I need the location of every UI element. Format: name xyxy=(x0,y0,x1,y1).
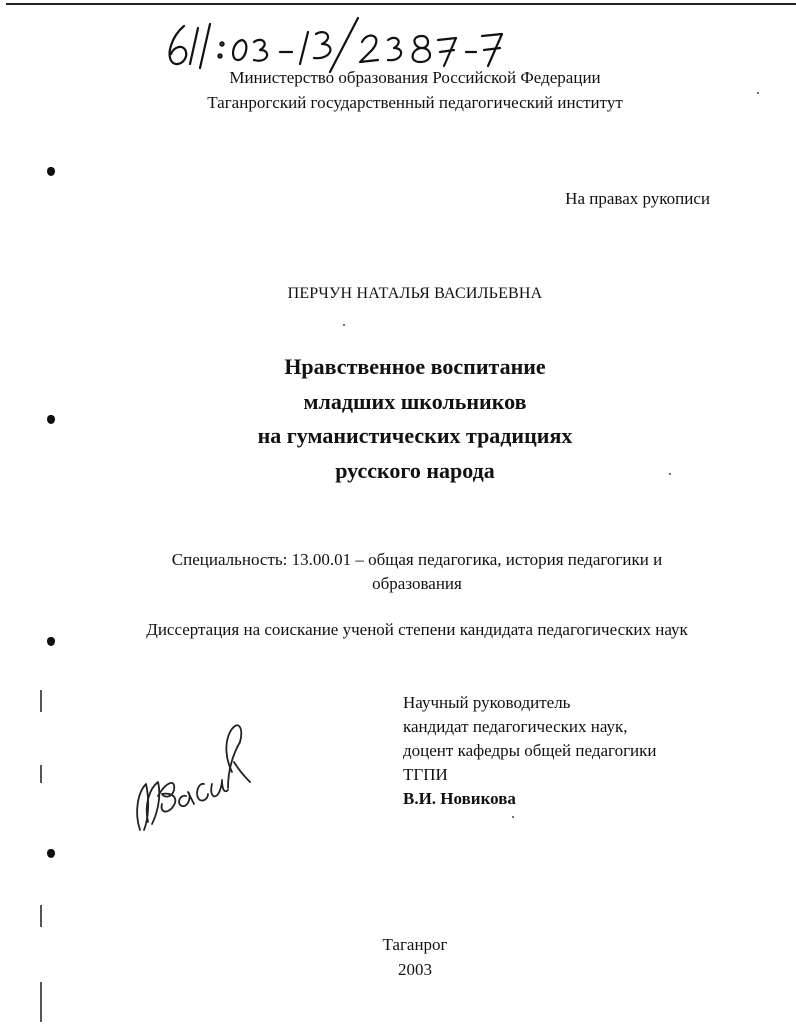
title-line: Нравственное воспитание xyxy=(284,354,546,379)
binding-hole-mark xyxy=(47,167,55,176)
title-line: младших школьников xyxy=(303,388,527,414)
scientific-advisor xyxy=(403,691,657,811)
institute-name: Таганрогский государственный педагогический институт xyxy=(207,93,623,112)
manuscript-note: На правах рукописи xyxy=(565,189,710,208)
archive-number-ink xyxy=(162,14,522,74)
specialty-line: образования xyxy=(372,574,462,593)
scan-left-mark xyxy=(40,982,42,1022)
specialty-line: Специальность: 13.00.01 – общая педагогика, история педагогики и xyxy=(171,550,663,569)
scan-left-mark xyxy=(40,905,42,927)
ministry-name: Министерство образования Российской Федерации xyxy=(229,68,601,87)
scan-left-mark xyxy=(40,765,42,783)
author-name: ПЕРЧУН НАТАЛЬЯ ВАСИЛЬЕВНА xyxy=(287,285,543,302)
advisor-name: В.И. Новикова xyxy=(403,789,516,808)
city: Таганрог xyxy=(382,935,448,954)
advisor-org: ТГПИ xyxy=(403,765,448,784)
advisor-role: Научный руководитель xyxy=(403,693,571,712)
signature xyxy=(128,712,258,842)
dissertation-degree: Диссертация на соискание ученой степени кандидата педагогических наук xyxy=(146,620,688,639)
binding-hole-mark xyxy=(47,849,55,858)
advisor-position: доцент кафедры общей педагогики xyxy=(403,741,657,760)
dissertation-title xyxy=(0,350,796,488)
title-line: на гуманистических традициях xyxy=(257,423,573,448)
archive-number-handwritten xyxy=(162,14,522,74)
scan-top-edge xyxy=(6,3,796,5)
scan-left-mark xyxy=(40,690,42,712)
specialty xyxy=(0,548,796,596)
year: 2003 xyxy=(398,960,432,979)
advisor-degree: кандидат педагогических наук, xyxy=(403,717,628,736)
title-line: русского народа xyxy=(335,457,495,483)
imprint xyxy=(0,932,796,982)
scan-speck xyxy=(343,324,345,326)
signature-ink xyxy=(128,712,258,842)
scan-speck xyxy=(512,816,514,818)
